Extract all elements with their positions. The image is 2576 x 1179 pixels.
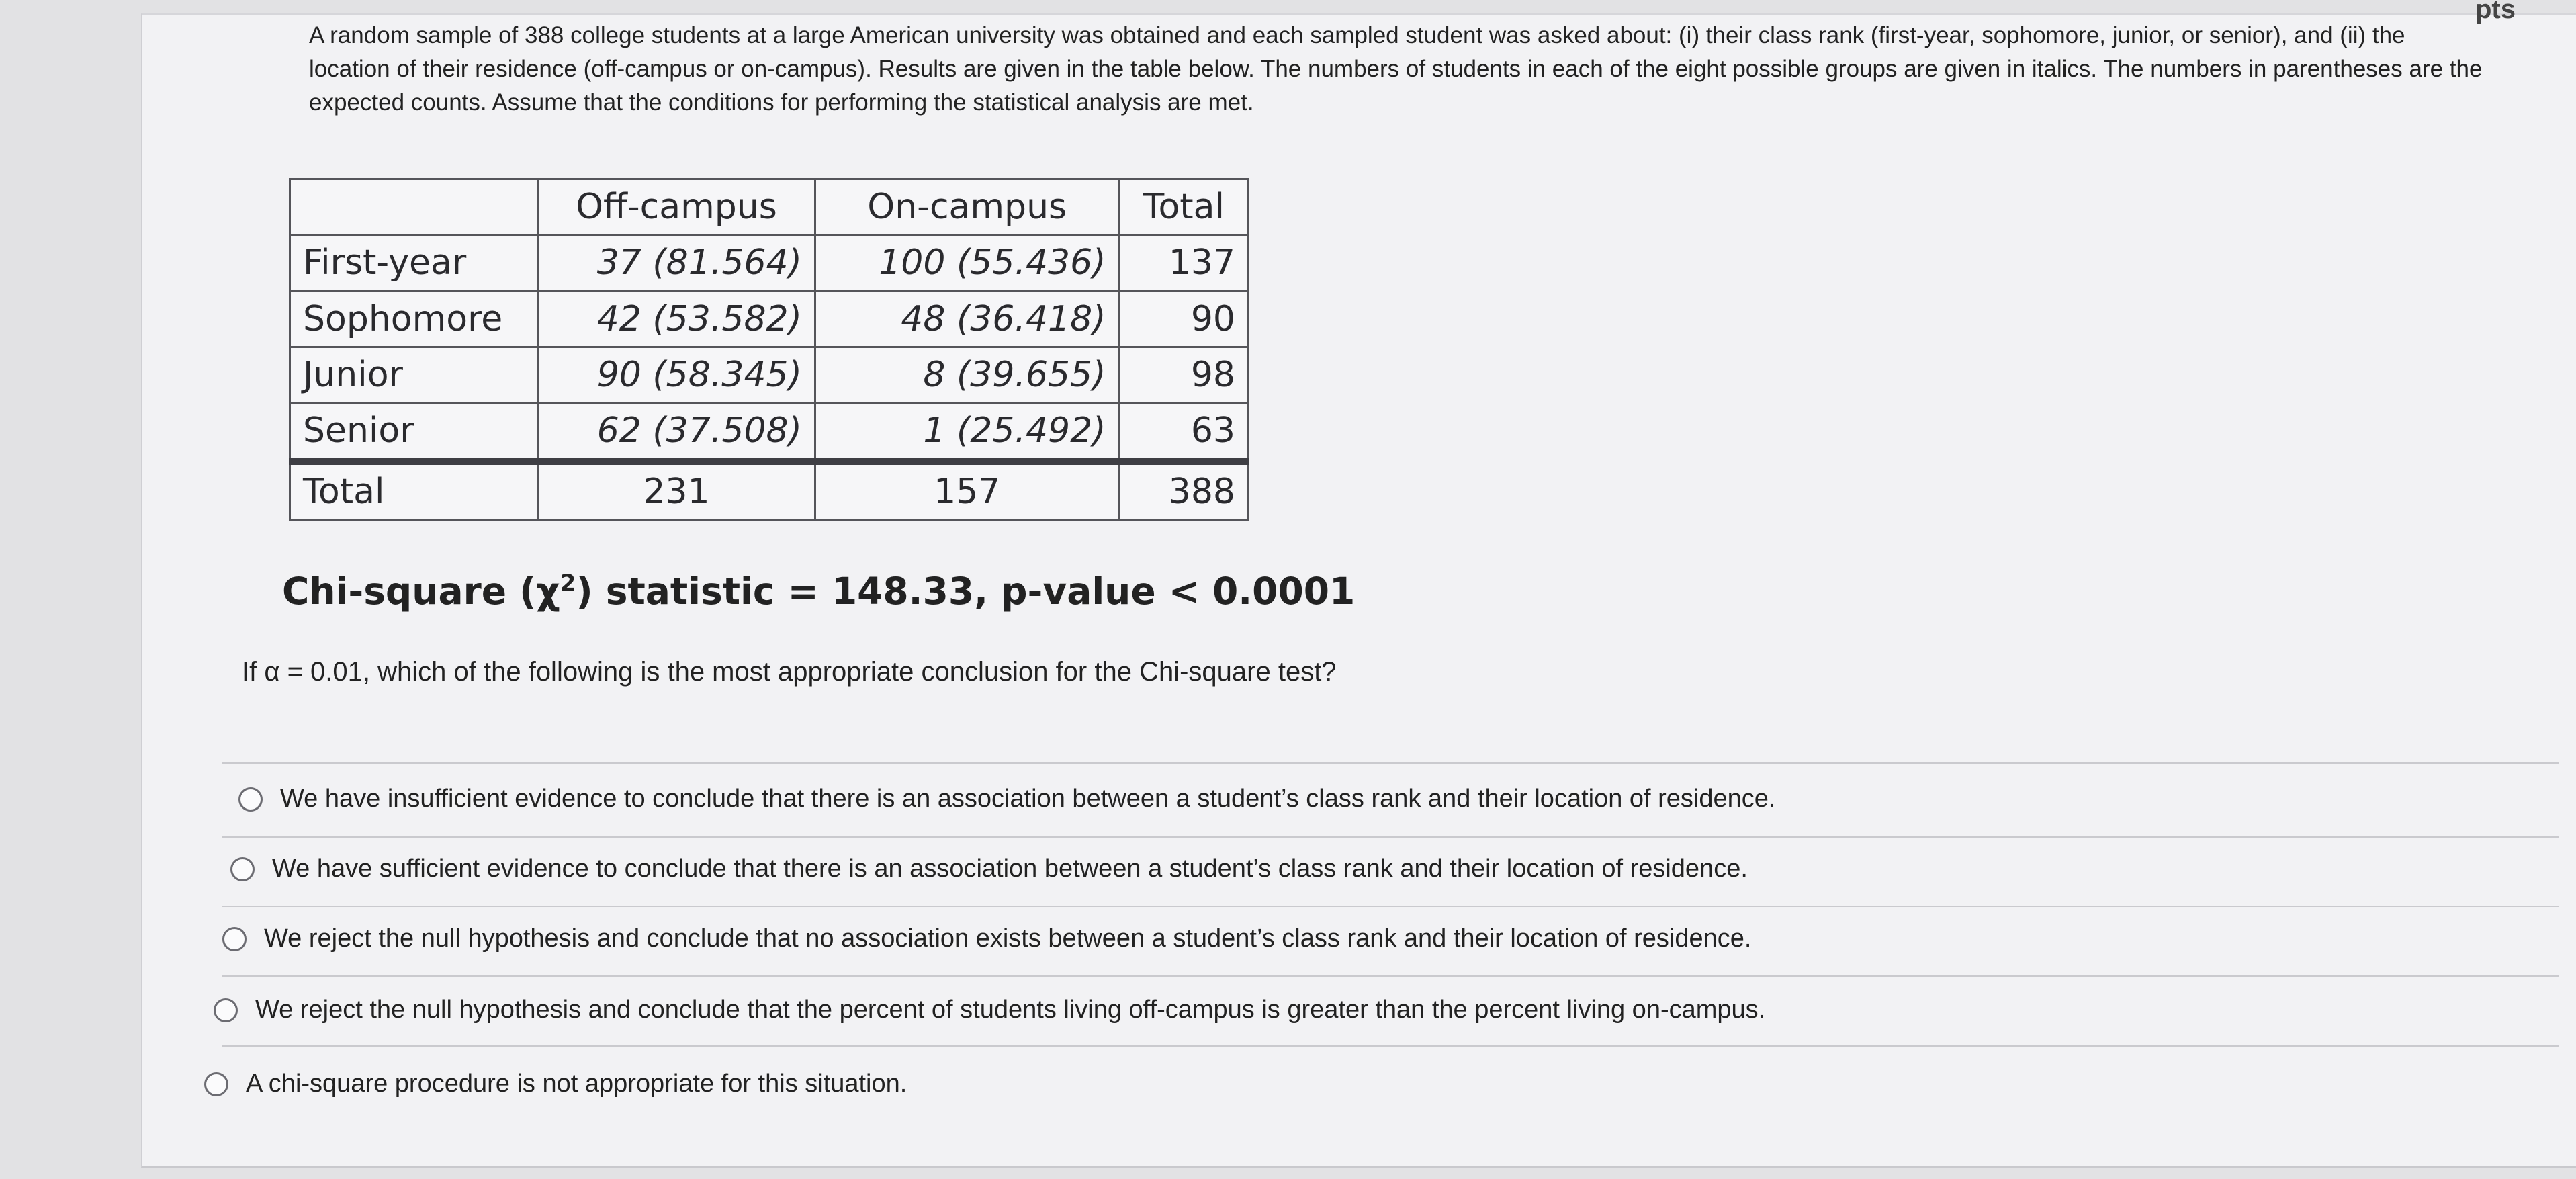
cell-senior-off: 62 (37.508) — [538, 403, 815, 462]
question-intro-text: A random sample of 388 college students at a large American university was obtained and each sampled student was asked about: (i) their class rank (first-year, sophomore, junior, or senior), and (ii) the location of their residence (off-campus or on-campus). Results are given in the table below. The numbers of students in each of the eight possible groups are given in italics. The numbers in parentheses are the expected counts. Assume that the conditions for performing the statistical analysis are met. — [309, 22, 2483, 116]
table-row — [290, 403, 1249, 462]
answer-option-3[interactable] — [222, 924, 1751, 953]
cell-total-off: 231 — [538, 462, 815, 520]
statistic-prefix: Chi-square (χ — [282, 570, 560, 613]
statistic-superscript: 2 — [560, 570, 576, 597]
contingency-table — [289, 178, 1249, 521]
table-row — [290, 347, 1249, 402]
cell-sophomore-total: 90 — [1119, 291, 1248, 347]
radio-button[interactable] — [230, 857, 255, 881]
row-header-total: Total — [290, 462, 538, 520]
cell-total-on: 157 — [815, 462, 1119, 520]
answer-option-5[interactable] — [204, 1069, 907, 1098]
cell-sophomore-off: 42 (53.582) — [538, 291, 815, 347]
cell-junior-on: 8 (39.655) — [815, 347, 1119, 402]
row-header-senior: Senior — [290, 403, 538, 462]
table-total-row — [290, 462, 1249, 520]
table-corner-cell — [290, 179, 538, 235]
option-divider — [222, 1045, 2559, 1047]
cell-junior-total: 98 — [1119, 347, 1248, 402]
radio-button[interactable] — [214, 998, 238, 1022]
cell-first-year-on: 100 (55.436) — [815, 235, 1119, 291]
answer-option-2[interactable] — [230, 855, 1748, 883]
column-header-off-campus: Off-campus — [538, 179, 815, 235]
option-label: We have insufficient evidence to conclude that there is an association between a student’s class rank and their location of residence. — [280, 785, 1776, 813]
row-header-junior: Junior — [290, 347, 538, 402]
cell-sophomore-on: 48 (36.418) — [815, 291, 1119, 347]
cell-senior-on: 1 (25.492) — [815, 403, 1119, 462]
cell-first-year-total: 137 — [1119, 235, 1248, 291]
radio-button[interactable] — [238, 787, 263, 812]
cell-grand-total: 388 — [1119, 462, 1248, 520]
option-divider — [222, 836, 2559, 838]
table-row — [290, 291, 1249, 347]
option-divider — [222, 906, 2559, 907]
table-row — [290, 235, 1249, 291]
table-header-row — [290, 179, 1249, 235]
options-divider — [222, 762, 2559, 764]
chi-square-statistic — [282, 570, 1355, 613]
option-label: A chi-square procedure is not appropriate for this situation. — [246, 1069, 907, 1098]
option-label: We reject the null hypothesis and conclude that the percent of students living off-campus is greater than the percent living on-campus. — [255, 996, 1766, 1024]
question-prompt: If α = 0.01, which of the following is the most appropriate conclusion for the Chi-square test? — [242, 657, 1337, 687]
option-divider — [222, 975, 2559, 977]
cell-junior-off: 90 (58.345) — [538, 347, 815, 402]
column-header-total: Total — [1119, 179, 1248, 235]
row-header-sophomore: Sophomore — [290, 291, 538, 347]
answer-option-1[interactable] — [238, 785, 1775, 814]
answer-option-4[interactable] — [214, 996, 1765, 1024]
option-label: We have sufficient evidence to conclude that there is an association between a student’s class rank and their location of residence. — [272, 855, 1748, 883]
statistic-suffix: ) statistic = 148.33, p-value < 0.0001 — [576, 570, 1356, 613]
cell-first-year-off: 37 (81.564) — [538, 235, 815, 291]
column-header-on-campus: On-campus — [815, 179, 1119, 235]
points-label: pts — [2475, 0, 2516, 24]
row-header-first-year: First-year — [290, 235, 538, 291]
radio-button[interactable] — [222, 927, 247, 951]
option-label: We reject the null hypothesis and conclude that no association exists between a student’s class rank and their location of residence. — [264, 924, 1752, 953]
radio-button[interactable] — [204, 1072, 228, 1096]
cell-senior-total: 63 — [1119, 403, 1248, 462]
